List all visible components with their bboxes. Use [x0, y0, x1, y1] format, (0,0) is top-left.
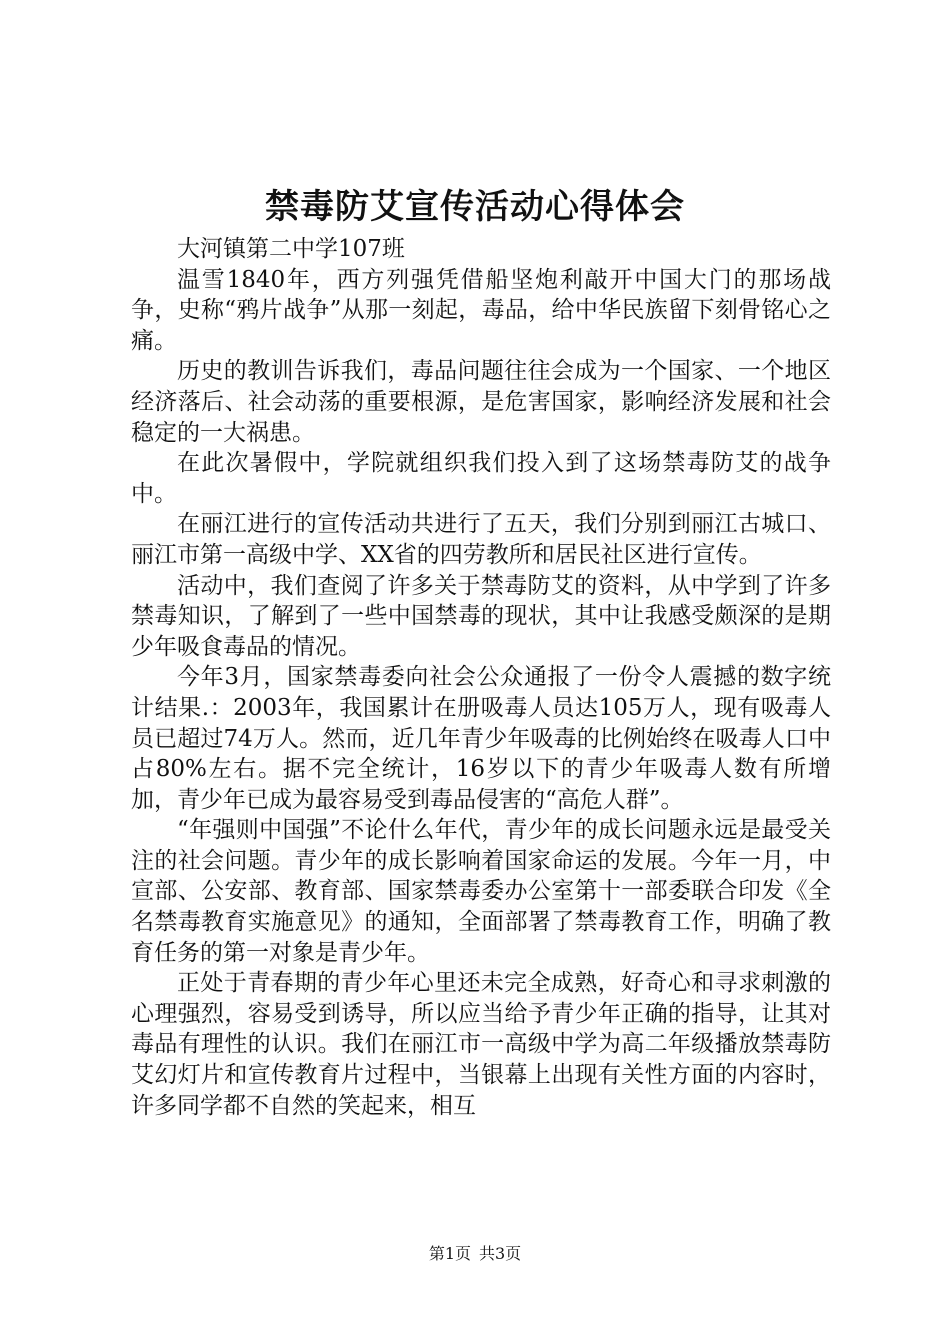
paragraph: 今年3月，国家禁毒委向社会公众通报了一份令人震撼的数字统计结果.：2003年，我国累计在册吸毒人员达105万人，现有吸毒人员已超过74万人。然而，近几年青少年吸毒的比例始终在吸毒人口中占80%左右。据不完全统计，16岁以下的青少年吸毒人数有所增加，青少年已成为最容易受到毒品侵害的“高危人群”。: [131, 664, 831, 813]
page-number: 第1页: [428, 1244, 471, 1263]
paragraph: 历史的教训告诉我们，毒品问题往往会成为一个国家、一个地区经济落后、社会动荡的重要根源，是危害国家，影响经济发展和社会稳定的一大祸患。: [131, 358, 831, 446]
page-total: 共3页: [479, 1244, 522, 1263]
author-line: 大河镇第二中学107班: [177, 236, 405, 262]
document-title: 禁毒防艾宣传活动心得体会: [265, 187, 685, 227]
paragraph: 活动中，我们查阅了许多关于禁毒防艾的资料，从中学到了许多禁毒知识，了解到了一些中国禁毒的现状，其中让我感受颇深的是期少年吸食毒品的情况。: [131, 572, 831, 660]
document-body: [131, 234, 831, 1121]
paragraph: 正处于青春期的青少年心里还未完全成熟，好奇心和寻求刺激的心理强烈，容易受到诱导，所以应当给予青少年正确的指导，让其对毒品有理性的认识。我们在丽江市一高级中学为高二年级播放禁毒防艾幻灯片和宣传教育片过程中，当银幕上出现有关性方面的内容时，许多同学都不自然的笑起来，相互: [131, 970, 831, 1119]
paragraph: 温雪1840年，西方列强凭借船坚炮利敲开中国大门的那场战争，史称“鸦片战争”从那一刻起，毒品，给中华民族留下刻骨铭心之痛。: [131, 266, 831, 354]
paragraph: 在此次暑假中，学院就组织我们投入到了这场禁毒防艾的战争中。: [131, 450, 831, 507]
page-footer: [0, 1244, 950, 1264]
paragraph: “年强则中国强”不论什么年代，青少年的成长问题永远是最受关注的社会问题。青少年的成长影响着国家命运的发展。今年一月，中宣部、公安部、教育部、国家禁毒委办公室第十一部委联合印发《全名禁毒教育实施意见》的通知，全面部署了禁毒教育工作，明确了教育任务的第一对象是青少年。: [131, 817, 831, 966]
paragraph: 在丽江进行的宣传活动共进行了五天，我们分别到丽江古城口、丽江市第一高级中学、XX省的四劳教所和居民社区进行宣传。: [131, 511, 831, 568]
